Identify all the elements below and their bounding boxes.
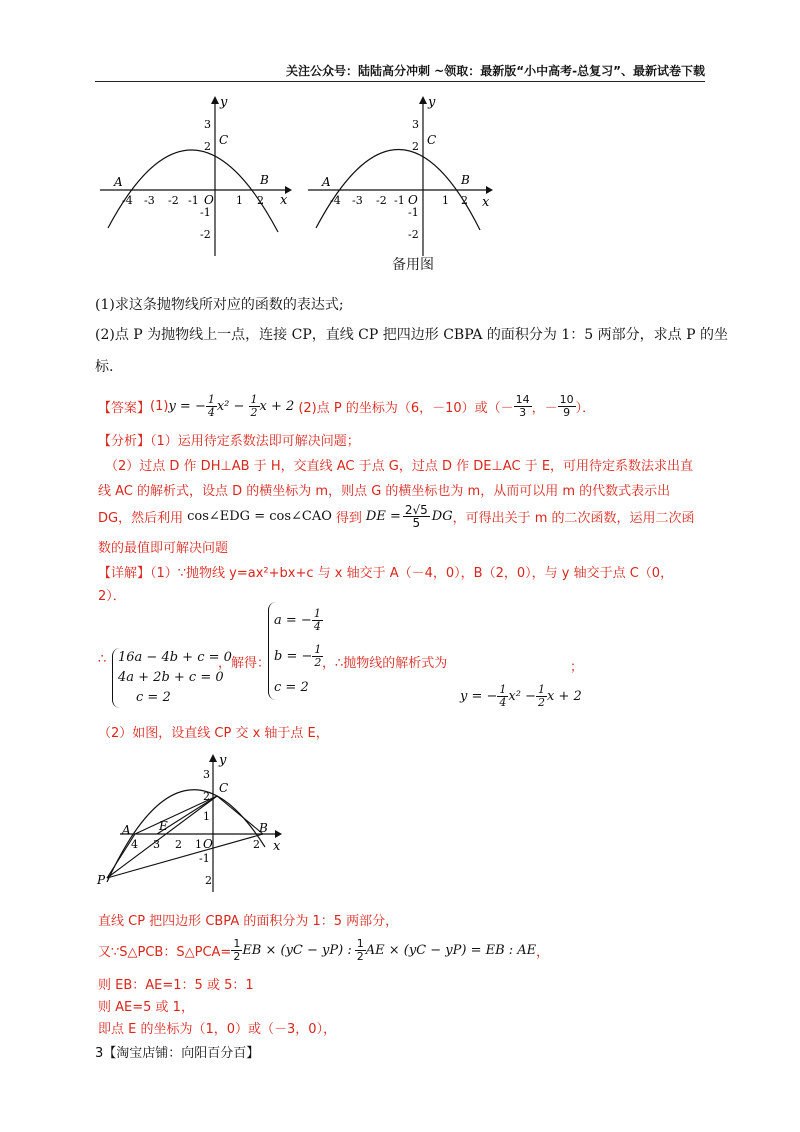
tick-y: -2 xyxy=(200,228,211,241)
page-header: 关注公众号：陆陆高分冲刺 ~领取：最新版“小中高考-总复习”、最新试卷下载 xyxy=(95,62,705,82)
tick-x: 4 xyxy=(131,838,138,851)
point-c-label: C xyxy=(219,133,229,147)
y-axis-arrow xyxy=(419,96,427,104)
detail-s2: 又∵S△PCB：S△PCA= $\frac{1}{2}$ EB × (yC − yP) : $\frac{1}{2}$ AE × (yC − yP) = EB : AE ， xyxy=(98,937,550,963)
point-c-label: C xyxy=(427,133,437,147)
analysis-line-5: 数的最值即可解决问题 xyxy=(98,541,229,556)
tick-x: -2 xyxy=(168,194,179,207)
tick-y: 2 xyxy=(204,140,211,153)
answer-frac-2: $\frac{10}{9}$ xyxy=(559,393,574,419)
page-footer: 3【淘宝店铺：向阳百分百】 xyxy=(95,1046,260,1061)
point-a-label: A xyxy=(322,175,331,189)
x-axis-arrow xyxy=(275,830,282,838)
tick-x: -1 xyxy=(394,194,405,207)
detail-part2: （2）如图，设直线 CP 交 x 轴于点 E， xyxy=(98,726,329,741)
detail-s3: 则 EB：AE=1：5 或 5：1 xyxy=(98,978,254,993)
answer-formula: y = − $\frac{1}{4}$ x² − $\frac{1}{2}$ x + 2 xyxy=(168,393,295,419)
tick-x: 1 xyxy=(195,838,202,851)
point-b-label: B xyxy=(260,173,269,187)
analysis-line-4: DG，然后利用 cos∠EDG = cos∠CAO 得到 DE = $\frac{2√5}{5}$ DG ，可得出关于 m 的二次函数，运用二次函 xyxy=(98,503,695,530)
tick-y: 2 xyxy=(412,140,419,153)
tick-y: -1 xyxy=(200,206,211,219)
parabola-graph-2 xyxy=(308,96,508,261)
semicolon: ； xyxy=(570,660,584,675)
equation-system: 16a − 4b + c = 0 4a + 2b + c = 0 c = 2 xyxy=(112,648,232,708)
point-c-label: C xyxy=(219,781,229,795)
detail-line-1: 【详解】（1）∵抛物线 y=ax²+bx+c 与 x 轴交于 A（－4，0），B（2，0），与 y 轴交于点 C（0， xyxy=(98,566,674,581)
x-label: x xyxy=(273,839,281,854)
tick-x: -4 xyxy=(330,194,341,207)
tick-x: 2 xyxy=(461,194,468,207)
answer-end: ）． xyxy=(575,401,596,416)
parabola-graph-3 xyxy=(95,752,295,902)
solve-text: ，解得： xyxy=(218,656,271,671)
tick-x: -4 xyxy=(122,194,133,207)
detail-line-2: 2）． xyxy=(98,589,126,604)
origin-label: O xyxy=(203,837,213,851)
point-b-label: B xyxy=(461,173,470,187)
analysis-line-2: （2）过点 D 作 DH⊥AB 于 H，交直线 AC 于点 G，过点 D 作 DE⊥AC 于 E，可用待定系数法求出直 xyxy=(105,459,694,474)
y-label: y xyxy=(219,753,227,768)
tick-x: -2 xyxy=(376,194,387,207)
parabola-graph-1 xyxy=(100,96,300,261)
tick-x: -3 xyxy=(144,194,155,207)
question-1: (1)求这条抛物线所对应的函数的表达式; xyxy=(95,297,344,313)
answer-line: 【答案】 (1) y = − $\frac{1}{4}$ x² − $\frac{1}{2}$ x + 2 (2)点 P 的坐标为（6，－10）或（－ $\frac{14}{3}$ ，－ $\frac{10}{9}$ ）． xyxy=(98,393,596,419)
tick-y: 3 xyxy=(204,118,211,131)
x-axis-arrow xyxy=(486,186,493,194)
tick-y: -1 xyxy=(199,852,210,865)
tick-y: -2 xyxy=(408,228,419,241)
detail-s4: 则 AE=5 或 1， xyxy=(98,1000,194,1015)
answer-part1-prefix: (1) xyxy=(150,399,169,414)
answer-frac-1: $\frac{14}{3}$ xyxy=(515,393,530,419)
answer-tag: 【答案】 xyxy=(98,401,151,416)
de-formula: DE = xyxy=(365,509,401,524)
tick-x: 2 xyxy=(175,838,182,851)
detail-s5: 即点 E 的坐标为（1，0）或（－3，0）， xyxy=(98,1022,337,1037)
tick-x: -3 xyxy=(352,194,363,207)
point-b-label: B xyxy=(259,821,268,835)
origin-label: O xyxy=(204,193,214,207)
y-label: y xyxy=(428,96,436,110)
tick-x: -1 xyxy=(188,194,199,207)
answer-part2: (2)点 P 的坐标为（6，－10）或（－ xyxy=(298,401,514,416)
de-fraction: $\frac{2√5}{5}$ xyxy=(404,503,428,530)
parabola-curve xyxy=(107,790,265,882)
segment-pc xyxy=(107,796,217,878)
result-formula: y = − $\frac{1}{4}$ x² − $\frac{1}{2}$ x + 2 xyxy=(460,683,582,709)
question-2: (2)点 P 为抛物线上一点，连接 CP，直线 CP 把四边形 CBPA 的面积分为 1：5 两部分，求点 P 的坐 xyxy=(95,327,728,343)
point-e-label: E xyxy=(159,819,168,833)
analysis-line-3: 线 AC 的解析式，设点 D 的横坐标为 m，则点 G 的横坐标也为 m，从而可以用 m 的代数式表示出 xyxy=(98,484,671,499)
parabola-curve xyxy=(108,150,278,232)
x-label: x xyxy=(482,195,490,210)
tick-x: 2 xyxy=(257,194,264,207)
cos-formula: cos∠EDG = cos∠CAO xyxy=(187,509,332,524)
y-label: y xyxy=(220,96,228,110)
analysis-line-1: 【分析】（1）运用待定系数法即可解决问题； xyxy=(98,434,360,449)
tick-y: 3 xyxy=(203,768,210,781)
result-text: ，∴抛物线的解析式为 xyxy=(322,656,448,671)
origin-label: O xyxy=(408,193,418,207)
tick-x: 2 xyxy=(253,838,260,851)
tick-y: 2 xyxy=(203,790,210,803)
y-axis-arrow xyxy=(209,754,217,762)
point-a-label: A xyxy=(122,823,131,837)
solution-system: a = − $\frac{1}{4}$ b = − $\frac{1}{2}$ c = 2 xyxy=(268,602,323,700)
x-label: x xyxy=(280,193,288,208)
question-2-cont: 标. xyxy=(95,359,114,375)
point-p-label: P xyxy=(97,873,106,887)
detail-s1: 直线 CP 把四边形 CBPA 的面积分为 1：5 两部分， xyxy=(98,914,399,929)
tick-y: 3 xyxy=(412,118,419,131)
tick-x: 1 xyxy=(236,194,243,207)
point-a-label: A xyxy=(114,175,123,189)
tick-y: 1 xyxy=(203,810,210,823)
segment-cb xyxy=(217,796,263,834)
tick-y: -1 xyxy=(408,206,419,219)
tick-x: 3 xyxy=(153,838,160,851)
tick-x: 1 xyxy=(442,194,449,207)
therefore-symbol: ∴ xyxy=(98,652,107,667)
y-axis-arrow xyxy=(211,96,219,104)
tick-y: 2 xyxy=(205,874,212,887)
graph-caption: 备用图 xyxy=(392,257,434,273)
